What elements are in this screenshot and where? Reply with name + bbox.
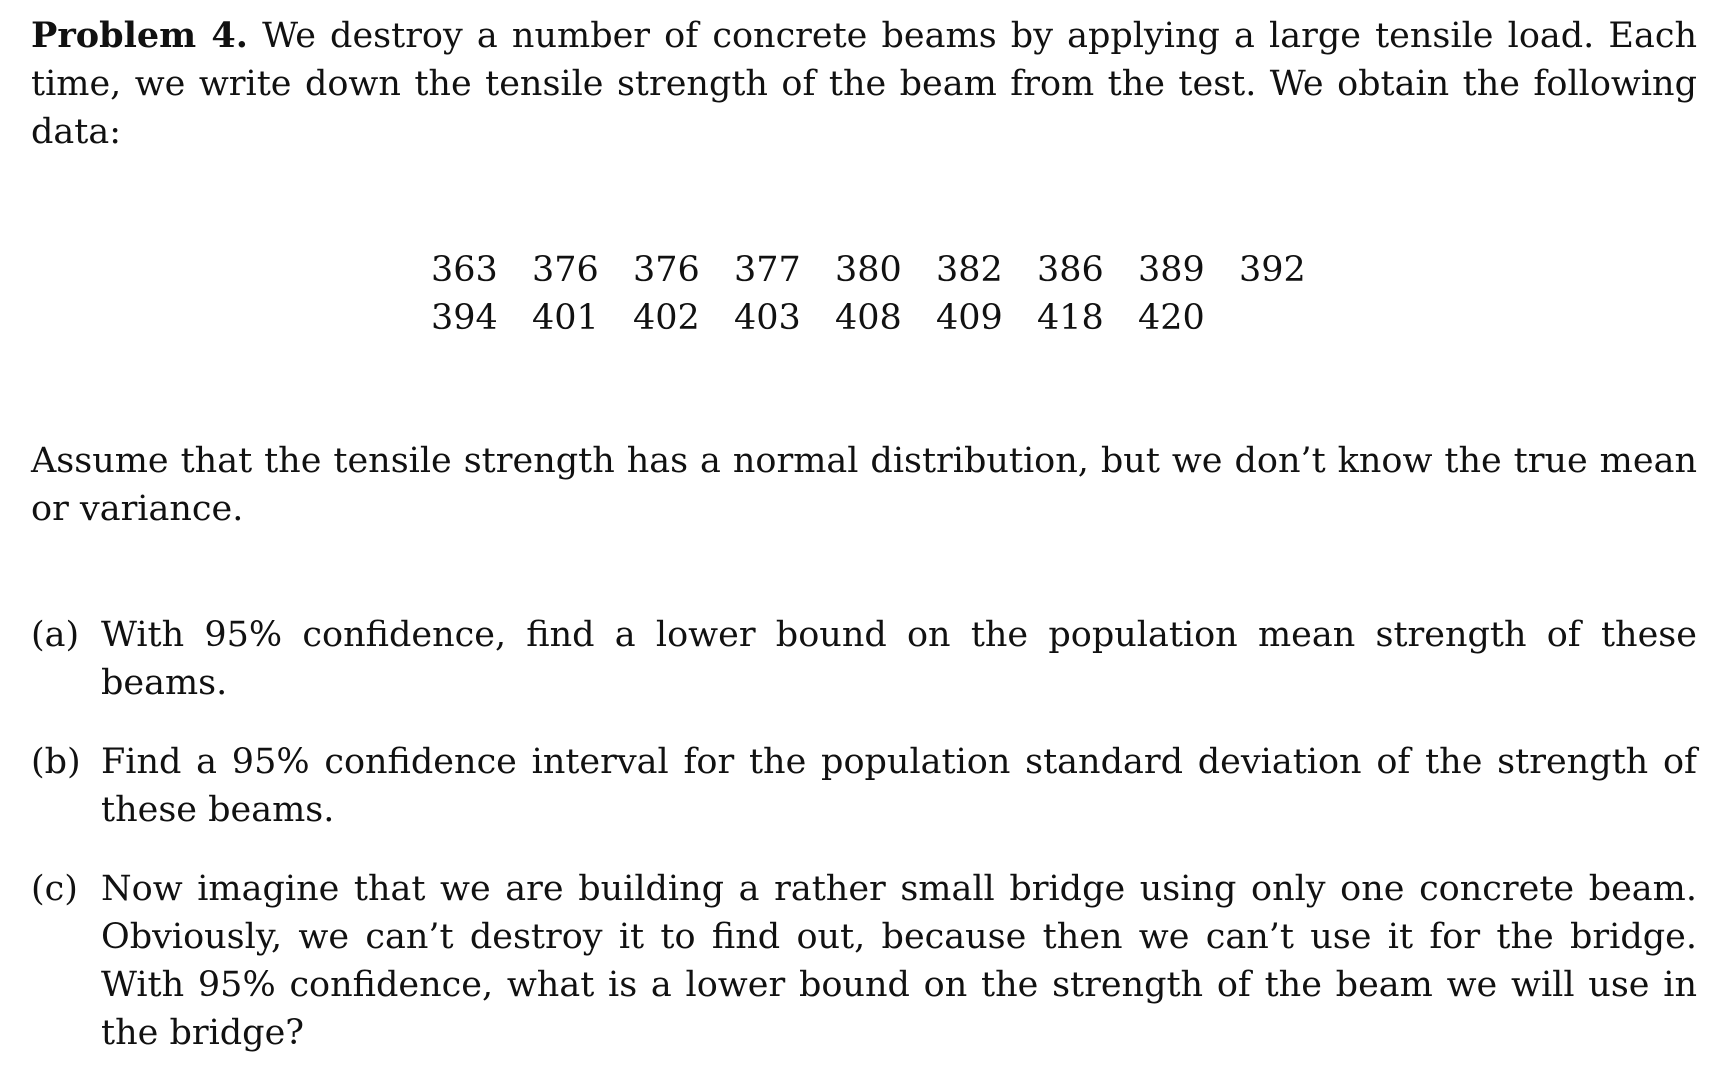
data-value: 408 xyxy=(835,298,902,338)
data-value: 392 xyxy=(1239,250,1306,290)
part-a xyxy=(31,611,1697,707)
part-c xyxy=(31,865,1697,1057)
data-value: 403 xyxy=(734,298,801,338)
data-table xyxy=(431,246,1697,342)
data-value: 382 xyxy=(936,250,1003,290)
data-value: 409 xyxy=(936,298,1003,338)
part-text: Find a 95% confidence interval for the population standard deviation of the strength of these beams. xyxy=(101,742,1697,830)
problem-intro-text: We destroy a number of concrete beams by applying a large tensile load. Each time, we write down the tensile strength of the beam from the test. We obtain the following data: xyxy=(31,16,1697,152)
data-value: 376 xyxy=(633,250,700,290)
data-value: 401 xyxy=(532,298,599,338)
data-value: 380 xyxy=(835,250,902,290)
problem-page xyxy=(31,12,1697,1088)
part-label: (c) xyxy=(31,869,78,909)
problem-intro xyxy=(31,12,1697,156)
data-value: 363 xyxy=(431,250,498,290)
problem-parts xyxy=(31,611,1697,1057)
data-value: 418 xyxy=(1037,298,1104,338)
data-value: 377 xyxy=(734,250,801,290)
part-label: (a) xyxy=(31,615,80,655)
data-value: 386 xyxy=(1037,250,1104,290)
part-label: (b) xyxy=(31,742,81,782)
data-value: 420 xyxy=(1138,298,1205,338)
problem-label: Problem 4. xyxy=(31,15,248,56)
data-value: 402 xyxy=(633,298,700,338)
assumption-text: Assume that the tensile strength has a normal distribution, but we don’t know the true mean or variance. xyxy=(31,441,1697,529)
data-value: 394 xyxy=(431,298,498,338)
part-b xyxy=(31,738,1697,834)
part-text: With 95% confidence, find a lower bound on the population mean strength of these beams. xyxy=(101,615,1697,703)
data-value: 389 xyxy=(1138,250,1205,290)
data-value: 376 xyxy=(532,250,599,290)
part-text: Now imagine that we are building a rather small bridge using only one concrete beam. Obviously, we can’t destroy it to find out, because then we can’t use it for the bridge. With 95% confidence, what is a lower bound on the strength of the beam we will use in the bridge? xyxy=(101,869,1697,1053)
